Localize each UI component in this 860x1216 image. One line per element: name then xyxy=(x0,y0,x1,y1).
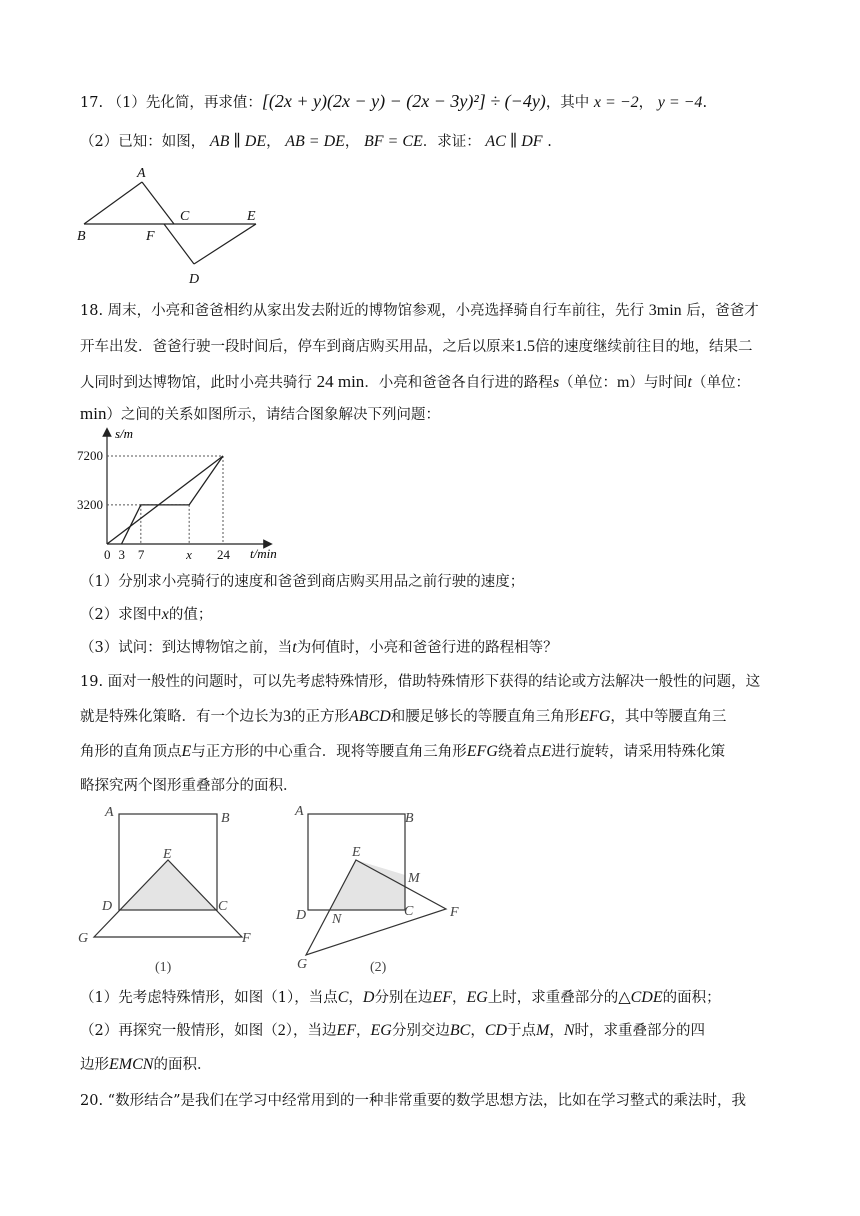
svg-text:N: N xyxy=(332,912,342,927)
q19-sub2-r: 的面积． xyxy=(153,1057,212,1073)
q17-where: ，其中 xyxy=(545,95,590,111)
q17-sep: ， xyxy=(638,95,654,111)
q19-text-3c: 与正方形的中心重合．现将等腰直角三角形 xyxy=(191,744,467,760)
svg-text:B: B xyxy=(405,811,414,826)
q19-sub1-D: D xyxy=(362,989,375,1006)
q18-unit-m: m xyxy=(617,374,630,391)
q17-cond-segments: BF = CE xyxy=(364,133,423,150)
q19-sub1 xyxy=(80,987,721,1009)
fig17-label-F: F xyxy=(146,229,155,244)
q19-sub2 xyxy=(80,1020,705,1042)
q19-text-2a: 就是特殊化策略．有一个边长为 xyxy=(80,709,283,725)
q18-unit-min: min xyxy=(80,404,107,423)
q17-expression: [(2x + y)(2x − y) − (2x − 3y)²] ÷ (−4y) xyxy=(261,91,546,111)
q19-figure-1 xyxy=(72,800,272,980)
q19-text-3g: 进行旋转，请采用特殊化策 xyxy=(551,744,726,760)
x-tick-x: x xyxy=(186,547,192,562)
q19-sub1-k: 的面积； xyxy=(662,990,721,1006)
q19-sub2-sep1: ， xyxy=(356,1023,371,1039)
svg-text:C: C xyxy=(404,904,414,919)
svg-text:B: B xyxy=(221,811,230,826)
q19-text-4: 略探究两个图形重叠部分的面积． xyxy=(80,778,298,794)
q18-text-1a: 18. 周末，小亮和爸爸相约从家出发去附近的博物馆参观，小亮选择骑自行车前往，先行 xyxy=(80,303,649,319)
q18-text-3g: ）与时间 xyxy=(629,375,688,391)
q18-sub3 xyxy=(80,637,558,659)
q19-sub2-sep2: ， xyxy=(470,1023,485,1039)
q18-line3 xyxy=(80,371,750,394)
svg-text:M: M xyxy=(408,871,420,886)
q18-sub1 xyxy=(80,571,524,593)
fig2-overlap-shade xyxy=(330,860,405,910)
svg-text:A: A xyxy=(295,804,304,819)
x-tick-7: 7 xyxy=(137,547,145,562)
q18-text-3e: （单位： xyxy=(559,375,618,391)
q19-sub1-C: C xyxy=(337,989,349,1006)
q17-goal: AC ∥ DF xyxy=(485,133,543,150)
q19-sub2-EF: EF xyxy=(336,1022,357,1039)
q19-sub2-quad: EMCN xyxy=(109,1056,154,1073)
svg-text:D: D xyxy=(102,899,113,914)
q19-sub2-M: M xyxy=(536,1022,550,1039)
q18-chart xyxy=(72,426,282,566)
q19-sub2-k: 于点 xyxy=(507,1023,537,1039)
x-tick-24: 24 xyxy=(217,547,230,562)
q18-sub2 xyxy=(80,604,212,626)
q18-line4 xyxy=(80,403,440,426)
q19-sub1-EF: EF xyxy=(432,989,452,1006)
q19-sub2-fignum: 2 xyxy=(277,1022,286,1039)
q18-text-3c: ．小亮和爸爸各自行进的路程 xyxy=(364,375,553,391)
q18-total-time: 24 min xyxy=(316,372,365,391)
svg-text:F: F xyxy=(450,905,459,920)
q20-text-1: 20. “数形结合”是我们在学习中经常用到的一种非常重要的数学思想方法，比如在学习整式的乘法时，我 xyxy=(80,1093,746,1109)
q17-prove-label: ．求证： xyxy=(422,134,481,150)
q18-ylabel: s/m xyxy=(115,426,134,441)
fig17-label-C: C xyxy=(180,209,190,224)
q19-triangle-name: EFG xyxy=(579,708,611,725)
fig17-label-A: A xyxy=(137,166,146,181)
q17-part2: （2）已知：如图， AB ∥ DE， AB = DE， BF = CE．求证： AC ∥ DF . xyxy=(80,133,552,150)
q19-text-2c: 的正方形 xyxy=(291,709,349,725)
q19-sub2-sep3: ， xyxy=(549,1023,564,1039)
q19-sub2-BC: BC xyxy=(449,1022,471,1039)
q18-line1 xyxy=(80,300,759,322)
q18-line2 xyxy=(80,336,753,358)
q19-text-3e: 绕着点 xyxy=(497,744,542,760)
q18-var-s: s xyxy=(552,374,560,391)
q19-sub2-a: （2）再探究一般情形，如图（ xyxy=(80,1023,278,1039)
series-line-1 xyxy=(107,456,223,544)
q17-x-value: x = −2 xyxy=(593,94,639,111)
q18-text-2a: 开车出发．爸爸行驶一段时间后，停车到商店购买用品，之后以原来 xyxy=(80,339,515,355)
q19-side-length: 3 xyxy=(283,708,291,725)
q18-sub3-a: （3）试问：到达博物馆之前，当 xyxy=(80,640,293,656)
q19-sub2-g: 分别交边 xyxy=(391,1023,450,1039)
q18-text-3i: （单位： xyxy=(691,375,750,391)
svg-text:F: F xyxy=(242,931,251,946)
svg-text:D: D xyxy=(296,908,307,923)
svg-text:C: C xyxy=(218,899,228,914)
q18-sub2-a: （2）求图中 xyxy=(80,607,162,623)
q19-sub1-e: 分别在边 xyxy=(374,990,433,1006)
q19-line1 xyxy=(80,671,760,693)
q19-line4 xyxy=(80,775,298,797)
svg-text:G: G xyxy=(297,957,308,972)
q19-text-1: 19. 面对一般性的问题时，可以先考虑特殊情形，借助特殊情形下获得的结论或方法解决一般性的问题，这 xyxy=(80,674,761,690)
q19-sub1-triangle: △CDE xyxy=(618,989,663,1006)
q18-sub3-var: t xyxy=(292,639,297,656)
q18-sub2-c: 的值； xyxy=(168,607,213,623)
q18-text-1c: 后，爸爸才 xyxy=(681,303,759,319)
y-tick-3200: 3200 xyxy=(77,496,103,512)
svg-text:G: G xyxy=(78,931,89,946)
q19-text-2e: 和腰足够长的等腰直角三角形 xyxy=(390,709,580,725)
q19-sub1-a: （1）先考虑特殊情形，如图（1），当点 xyxy=(80,990,338,1006)
q18-sub1-text: （1）分别求小亮骑行的速度和爸爸到商店购买用品之前行驶的速度； xyxy=(80,574,525,590)
q18-sub2-var: x xyxy=(161,606,169,623)
fig17-label-B: B xyxy=(77,229,86,244)
q19-vertex-E: E xyxy=(181,743,192,760)
x-tick-3: 3 xyxy=(118,547,125,562)
fig17-label-E: E xyxy=(247,209,256,224)
q18-xlabel: t/min xyxy=(250,546,277,561)
q19-line2 xyxy=(80,706,726,728)
x-tick-0: 0 xyxy=(104,547,111,562)
q18-text-3a: 人同时到达博物馆，此时小亮共骑行 xyxy=(80,375,317,391)
svg-text:A: A xyxy=(105,805,114,820)
q17-cond-equal: AB = DE xyxy=(285,133,345,150)
q17-figure xyxy=(72,160,272,290)
y-tick-7200: 7200 xyxy=(77,448,103,463)
q18-var-t: t xyxy=(687,374,692,391)
q19-square-name: ABCD xyxy=(349,708,391,725)
q19-sub2-N: N xyxy=(563,1022,575,1039)
svg-text:E: E xyxy=(352,845,361,860)
q18-text-2c: 倍的速度继续前往目的地，结果二 xyxy=(535,339,753,355)
q19-triangle-name-2: EFG xyxy=(466,743,498,760)
q19-sub2-p: 边形 xyxy=(80,1057,109,1073)
q18-lead-time: 3min xyxy=(648,302,682,319)
q17-part1-prefix: 17. （1）先化简，再求值： xyxy=(80,95,262,111)
q19-point-E: E xyxy=(541,743,552,760)
q19-line3 xyxy=(80,741,725,763)
q19-sub1-sep1: ， xyxy=(348,990,363,1006)
q19-figure-2 xyxy=(284,800,484,980)
q18-speed-factor: 1.5 xyxy=(515,338,535,355)
q17-cond-parallel: AB ∥ DE xyxy=(209,133,267,150)
q19-sub1-sep2: ， xyxy=(451,990,467,1006)
q17-end: . xyxy=(702,95,708,111)
q17-goal-end: . xyxy=(547,134,552,150)
q19-text-3a: 角形的直角顶点 xyxy=(80,744,182,760)
q19-sub1-EG: EG xyxy=(466,989,488,1006)
q19-sub2-EG: EG xyxy=(370,1022,392,1039)
fig2-caption: (2) xyxy=(370,960,387,975)
q17-part2-prefix: （2）已知：如图， xyxy=(80,134,206,150)
q20-line1 xyxy=(80,1090,746,1112)
svg-text:E: E xyxy=(163,847,172,862)
fig1-caption: (1) xyxy=(155,960,172,975)
q19-sub2-CD: CD xyxy=(484,1022,508,1039)
q18-text-4b: ）之间的关系如图所示，请结合图象解决下列问题： xyxy=(106,407,440,423)
q19-sub2-c: ），当边 xyxy=(285,1023,337,1039)
q17-part1 xyxy=(80,90,707,114)
q19-text-2g: ，其中等腰直角三 xyxy=(610,709,727,725)
q17-y-value: y = −4 xyxy=(657,94,703,111)
q18-sub3-c: 为何值时，小亮和爸爸行进的路程相等？ xyxy=(296,640,558,656)
fig17-label-D: D xyxy=(189,272,200,287)
q19-sub1-i: 上时，求重叠部分的 xyxy=(487,990,619,1006)
series-line-2 xyxy=(122,456,224,544)
q19-sub2-cont xyxy=(80,1054,211,1076)
q19-sub2-o: 时，求重叠部分的四 xyxy=(574,1023,706,1039)
fig1-overlap-shade xyxy=(119,860,217,910)
